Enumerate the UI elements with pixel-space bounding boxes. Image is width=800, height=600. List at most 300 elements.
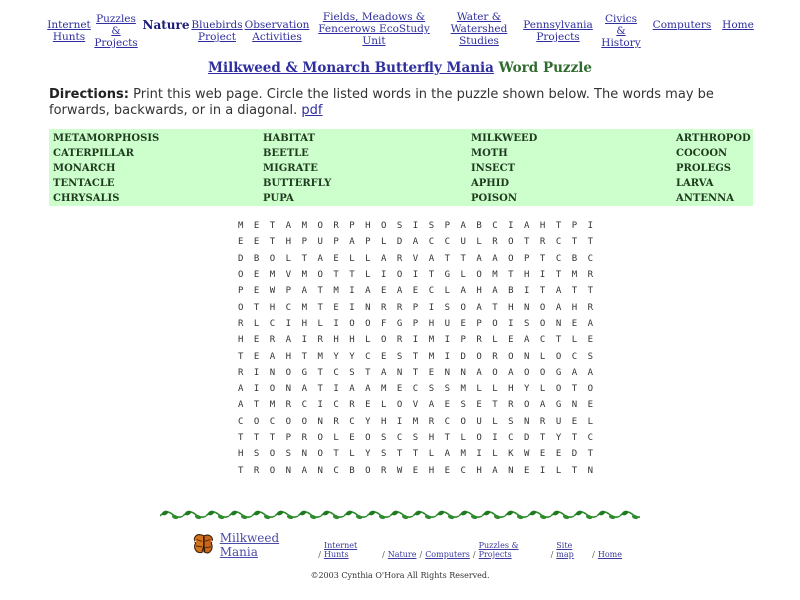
word-column-1 <box>53 131 263 206</box>
grid-letter: I <box>412 270 419 281</box>
grid-letter: A <box>301 465 307 476</box>
grid-letter: P <box>444 221 450 232</box>
nav-label-line: Fields, Meadows & <box>322 11 426 23</box>
grid-letter: R <box>317 335 323 346</box>
grid-letter: O <box>587 384 594 395</box>
word: HABITAT <box>263 133 315 144</box>
grid-letter: L <box>333 433 339 443</box>
grid-letter: H <box>238 335 244 346</box>
grid-letter: T <box>269 433 276 443</box>
grid-letter: N <box>365 302 371 313</box>
grid-letter: M <box>269 270 276 281</box>
grid-letter: E <box>476 400 482 411</box>
nav-item-water-watershed-studies[interactable] <box>438 10 520 48</box>
grid-letter: H <box>476 465 482 476</box>
grid-letter: E <box>238 237 244 248</box>
word: COCOON <box>676 148 728 159</box>
grid-letter: M <box>412 416 419 427</box>
grid-letter: H <box>428 433 435 443</box>
grid-letter: C <box>555 237 562 248</box>
grid-letter: S <box>444 302 450 313</box>
word: MOTH <box>471 148 508 159</box>
grid-letter: O <box>555 351 562 362</box>
grid-letter: Y <box>555 433 562 443</box>
nav-link-label[interactable] <box>451 11 508 47</box>
nav-item-internet-hunts[interactable] <box>48 10 90 48</box>
grid-letter: U <box>444 318 450 329</box>
grid-letter: R <box>238 318 244 329</box>
grid-letter: I <box>539 465 546 476</box>
grid-letter: T <box>317 286 323 297</box>
grid-letter: T <box>571 237 578 248</box>
grid-letter: S <box>253 449 260 460</box>
grid-letter: E <box>444 400 450 411</box>
grid-letter: P <box>238 286 244 297</box>
grid-letter: L <box>365 270 371 281</box>
grid-letter: R <box>381 465 387 476</box>
grid-letter: H <box>476 286 482 297</box>
grid-letter: A <box>460 221 466 232</box>
nav-item-civics-history[interactable] <box>596 10 646 49</box>
grid-letter: A <box>396 286 403 297</box>
grid-letter: A <box>365 384 371 395</box>
grid-letter: M <box>333 286 339 297</box>
word-column-4 <box>676 131 751 206</box>
grid-letter: R <box>285 400 292 411</box>
grid-letter: A <box>524 335 530 346</box>
word: CHRYSALIS <box>53 193 120 204</box>
grid-letter: T <box>238 351 244 362</box>
grid-letter: M <box>301 270 307 281</box>
grid-letter: L <box>365 253 371 264</box>
grid-letter: C <box>555 253 562 264</box>
grid-letter: S <box>508 416 514 427</box>
grid-letter: T <box>571 465 578 476</box>
grid-letter: E <box>253 237 260 248</box>
nav-label-line: Projects <box>536 30 580 43</box>
footer-link-home[interactable]: Home <box>597 550 622 559</box>
grid-letter: R <box>238 367 244 378</box>
word: BEETLE <box>263 148 309 159</box>
grid-letter: E <box>571 318 578 329</box>
grid-letter: E <box>539 449 546 460</box>
grid-letter: D <box>460 351 466 362</box>
grid-letter: R <box>539 237 546 248</box>
grid-letter: C <box>587 433 594 443</box>
footer-link-site-map[interactable]: Site map <box>556 541 574 559</box>
grid-letter: C <box>349 416 355 427</box>
footer-link-computers[interactable]: Computers <box>425 550 470 559</box>
top-nav <box>48 10 758 49</box>
grid-letter: E <box>460 318 466 329</box>
grid-letter: L <box>492 384 498 395</box>
grid-letter: I <box>396 416 403 427</box>
grid-letter: R <box>428 416 435 427</box>
grid-letter: M <box>317 351 323 362</box>
nav-link-label[interactable] <box>318 11 430 47</box>
grid-letter: U <box>317 237 323 248</box>
word: TENTACLE <box>53 178 115 189</box>
grid-letter: I <box>412 335 419 346</box>
separator: / <box>472 550 476 559</box>
footer-link-internet-hunts[interactable]: Internet Hunts <box>323 541 358 559</box>
grid-letter: H <box>508 384 514 395</box>
nav-label-line: History <box>601 37 641 49</box>
grid-letter: I <box>444 335 450 346</box>
nav-item-bluebirds-project[interactable] <box>190 10 244 48</box>
grid-letter: Y <box>365 449 371 460</box>
grid-letter: E <box>571 416 578 427</box>
grid-letter: P <box>460 335 466 346</box>
grid-letter: T <box>571 384 578 395</box>
grid-letter: A <box>571 367 578 378</box>
grid-letter: N <box>555 318 562 329</box>
grid-letter: O <box>317 221 323 232</box>
word: INSECT <box>471 163 516 174</box>
grid-letter: G <box>301 367 307 378</box>
grid-letter: O <box>381 221 387 232</box>
grid-letter: A <box>587 318 594 329</box>
grid-letter: I <box>524 286 530 297</box>
grid-letter: E <box>524 465 530 476</box>
grid-letter: O <box>396 270 403 281</box>
grid-letter: A <box>285 221 292 232</box>
grid-letter: I <box>333 318 339 329</box>
nav-label-line: Pennsylvania <box>523 18 593 31</box>
grid-letter: L <box>460 433 466 443</box>
grid-letter: O <box>524 367 530 378</box>
grid-letter: E <box>349 433 355 443</box>
nav-label-line: Computers <box>652 19 712 31</box>
nav-label-line: Home <box>722 19 754 31</box>
grid-letter: H <box>381 416 387 427</box>
grid-letter: P <box>524 253 530 264</box>
nav-link-label[interactable] <box>191 19 242 43</box>
grid-letter: O <box>396 400 403 411</box>
grid-letter: O <box>317 433 323 443</box>
grid-letter: E <box>253 221 260 232</box>
grid-letter: L <box>349 253 355 264</box>
grid-letter: E <box>444 465 450 476</box>
milkweed-mania-title-link[interactable]: Milkweed & Monarch Butterfly Mania <box>208 60 494 76</box>
grid-letter: D <box>396 237 403 248</box>
copyright: ©2003 Cynthia O'Hora All Rights Reserved. <box>310 571 490 580</box>
grid-letter: A <box>317 253 323 264</box>
grid-letter: I <box>317 400 323 411</box>
grid-letter: E <box>333 253 339 264</box>
grid-letter: H <box>508 302 514 313</box>
grid-letter: E <box>381 286 387 297</box>
grid-letter: A <box>476 367 482 378</box>
grid-letter: A <box>301 384 307 395</box>
nav-link-label[interactable] <box>47 19 91 43</box>
grid-letter: O <box>365 465 371 476</box>
grid-letter: P <box>412 318 419 329</box>
grid-letter: O <box>381 335 387 346</box>
grid-letter: C <box>587 253 594 264</box>
grid-letter: N <box>524 302 530 313</box>
page-title <box>0 60 800 76</box>
grid-letter: C <box>333 465 339 476</box>
grid-letter: T <box>269 221 276 232</box>
grid-letter: L <box>444 286 450 297</box>
nav-item-computers[interactable] <box>646 10 718 48</box>
grid-letter: H <box>333 335 339 346</box>
grid-letter: L <box>476 384 482 395</box>
grid-row <box>238 332 603 348</box>
separator: / <box>382 550 385 559</box>
grid-letter: G <box>396 318 403 329</box>
grid-letter: L <box>381 400 387 411</box>
grid-letter: L <box>539 384 546 395</box>
grid-letter: T <box>301 351 307 362</box>
grid-letter: H <box>571 302 578 313</box>
nav-link-label[interactable] <box>245 19 310 43</box>
grid-letter: I <box>476 449 482 460</box>
grid-letter: O <box>539 302 546 313</box>
grid-letter: E <box>412 465 419 476</box>
grid-letter: B <box>253 253 260 264</box>
directions-label: Directions: <box>49 87 129 102</box>
word: CATERPILLAR <box>53 148 134 159</box>
grid-letter: O <box>365 318 371 329</box>
grid-row <box>238 381 603 397</box>
grid-letter: E <box>508 335 514 346</box>
grid-letter: O <box>238 270 244 281</box>
grid-letter: O <box>253 416 260 427</box>
grid-letter: T <box>333 449 339 460</box>
nav-label-line: Unit <box>362 35 386 47</box>
grid-letter: T <box>333 270 339 281</box>
grid-letter: R <box>253 465 260 476</box>
nav-item-fields-meadows-fencerows-ecostudy-unit[interactable] <box>310 10 438 48</box>
grid-letter: M <box>492 270 498 281</box>
grid-letter: N <box>285 465 292 476</box>
grid-letter: T <box>396 449 403 460</box>
nav-item-home[interactable] <box>718 10 758 48</box>
grid-letter: T <box>253 302 260 313</box>
grid-letter: S <box>396 221 403 232</box>
grid-letter: K <box>508 449 514 460</box>
word: LARVA <box>676 178 714 189</box>
grid-row <box>238 462 603 478</box>
grid-row <box>238 414 603 430</box>
grid-letter: S <box>381 433 387 443</box>
grid-letter: O <box>492 367 498 378</box>
grid-letter: T <box>587 449 594 460</box>
grid-letter: T <box>317 302 323 313</box>
nav-link-label[interactable] <box>523 19 593 43</box>
nav-item-puzzles-projects[interactable] <box>90 10 142 49</box>
word-search-grid <box>238 218 603 479</box>
grid-letter: T <box>571 433 578 443</box>
grid-letter: E <box>253 351 260 362</box>
nav-link-label[interactable] <box>599 13 643 49</box>
grid-letter: O <box>238 302 244 313</box>
grid-letter: T <box>253 400 260 411</box>
grid-letter: O <box>539 318 546 329</box>
grid-letter: P <box>571 221 578 232</box>
grid-letter: I <box>508 318 514 329</box>
nav-link-label[interactable] <box>722 19 754 31</box>
grid-letter: E <box>365 400 371 411</box>
grid-letter: S <box>349 367 355 378</box>
grid-letter: M <box>428 351 435 362</box>
grid-letter: E <box>333 302 339 313</box>
grid-letter: T <box>428 270 435 281</box>
grid-letter: E <box>253 270 260 281</box>
grid-letter: L <box>555 465 562 476</box>
separator: / <box>419 550 423 559</box>
grid-letter: E <box>381 351 387 362</box>
grid-row <box>238 267 603 283</box>
nav-item-pennsylvania-projects[interactable] <box>520 10 596 48</box>
grid-letter: A <box>301 286 307 297</box>
grid-letter: A <box>238 400 244 411</box>
grid-letter: M <box>460 384 466 395</box>
pdf-link[interactable]: pdf <box>301 103 323 118</box>
grid-letter: I <box>333 384 339 395</box>
grid-letter: A <box>555 286 562 297</box>
grid-letter: C <box>571 351 578 362</box>
grid-letter: T <box>317 367 323 378</box>
grid-letter: N <box>317 416 323 427</box>
grid-letter: C <box>444 237 450 248</box>
grid-letter: B <box>476 221 482 232</box>
grid-letter: O <box>269 384 276 395</box>
grid-letter: I <box>412 221 419 232</box>
grid-letter: H <box>349 335 355 346</box>
grid-letter: V <box>412 400 419 411</box>
grid-letter: I <box>508 221 514 232</box>
grid-letter: R <box>381 302 387 313</box>
grid-letter: L <box>571 335 578 346</box>
grid-letter: O <box>555 384 562 395</box>
directions-text: Print this web page. Circle the listed words in the puzzle shown below. The words may be forwards, backwards, or in a diagonal. <box>49 87 714 118</box>
grid-letter: B <box>508 286 514 297</box>
grid-letter: O <box>508 237 514 248</box>
grid-letter: L <box>365 335 371 346</box>
grid-letter: C <box>396 433 403 443</box>
grid-letter: O <box>508 253 514 264</box>
nav-link-label[interactable] <box>653 19 712 31</box>
grid-letter: N <box>317 465 323 476</box>
grid-letter: I <box>381 270 387 281</box>
footer-link-puzzles-projects[interactable]: Puzzles & Projects <box>478 541 519 559</box>
grid-letter: L <box>428 449 435 460</box>
nav-item-observation-activities[interactable] <box>244 10 310 48</box>
grid-letter: O <box>492 318 498 329</box>
nav-link-label <box>143 19 190 31</box>
grid-row <box>238 365 603 381</box>
nav-label-line: Fencerows EcoStudy <box>318 23 430 35</box>
grid-letter: N <box>301 449 307 460</box>
grid-letter: F <box>381 318 387 329</box>
nav-label-line: Puzzles & <box>96 13 136 37</box>
grid-letter: H <box>524 270 530 281</box>
word: MIGRATE <box>263 163 318 174</box>
grid-letter: C <box>269 416 276 427</box>
grid-letter: R <box>587 270 594 281</box>
grid-letter: A <box>412 237 419 248</box>
grid-letter: T <box>412 367 419 378</box>
grid-letter: H <box>428 318 435 329</box>
grid-letter: C <box>412 384 419 395</box>
grid-letter: T <box>460 253 466 264</box>
word-column-3 <box>471 131 676 206</box>
grid-letter: O <box>524 400 530 411</box>
grid-letter: O <box>269 449 276 460</box>
grid-letter: P <box>333 237 339 248</box>
grid-row <box>238 299 603 315</box>
grid-letter: R <box>492 237 498 248</box>
word: ARTHROPOD <box>676 133 751 144</box>
grid-row <box>238 283 603 299</box>
word: PROLEGS <box>676 163 731 174</box>
grid-letter: T <box>444 433 450 443</box>
nav-link-label[interactable] <box>93 13 139 49</box>
grid-letter: P <box>476 318 482 329</box>
grid-letter: T <box>555 335 562 346</box>
grid-letter: O <box>317 449 323 460</box>
grid-letter: T <box>539 286 546 297</box>
grid-letter: T <box>412 351 419 362</box>
grid-letter: E <box>253 286 260 297</box>
grid-letter: I <box>492 433 498 443</box>
grid-letter: S <box>587 351 594 362</box>
grid-letter: O <box>476 433 482 443</box>
grid-letter: A <box>524 221 530 232</box>
grid-letter: T <box>412 449 419 460</box>
grid-letter: I <box>253 367 260 378</box>
grid-letter: S <box>444 384 450 395</box>
separator: / <box>318 550 321 559</box>
grid-letter: C <box>492 221 498 232</box>
word: MONARCH <box>53 163 116 174</box>
grid-letter: O <box>285 367 292 378</box>
grid-letter: H <box>539 221 546 232</box>
grid-letter: I <box>349 302 355 313</box>
grid-letter: T <box>555 270 562 281</box>
grid-letter: V <box>285 270 292 281</box>
grid-letter: R <box>396 335 403 346</box>
footer-link-nature[interactable]: Nature <box>387 550 417 559</box>
grid-letter: I <box>444 351 450 362</box>
grid-letter: Y <box>365 416 371 427</box>
grid-letter: T <box>571 286 578 297</box>
grid-letter: A <box>349 384 355 395</box>
grid-letter: D <box>571 449 578 460</box>
grid-letter: O <box>539 367 546 378</box>
grid-letter: R <box>508 400 514 411</box>
grid-letter: T <box>349 270 355 281</box>
grid-letter: E <box>412 286 419 297</box>
grid-letter: E <box>587 400 594 411</box>
grid-letter: B <box>349 465 355 476</box>
grid-letter: R <box>396 302 403 313</box>
grid-letter: C <box>428 237 435 248</box>
nav-label-line: Water & <box>456 11 502 23</box>
milkweed-mania-footer-link[interactable]: Milkweed Mania <box>219 531 280 559</box>
grid-letter: R <box>396 253 403 264</box>
nav-label-line: Project <box>198 30 236 43</box>
grid-letter: T <box>524 237 530 248</box>
grid-row <box>238 397 603 413</box>
word: ANTENNA <box>676 193 735 204</box>
grid-letter: P <box>301 237 307 248</box>
grid-letter: M <box>269 400 276 411</box>
grid-letter: R <box>476 335 482 346</box>
